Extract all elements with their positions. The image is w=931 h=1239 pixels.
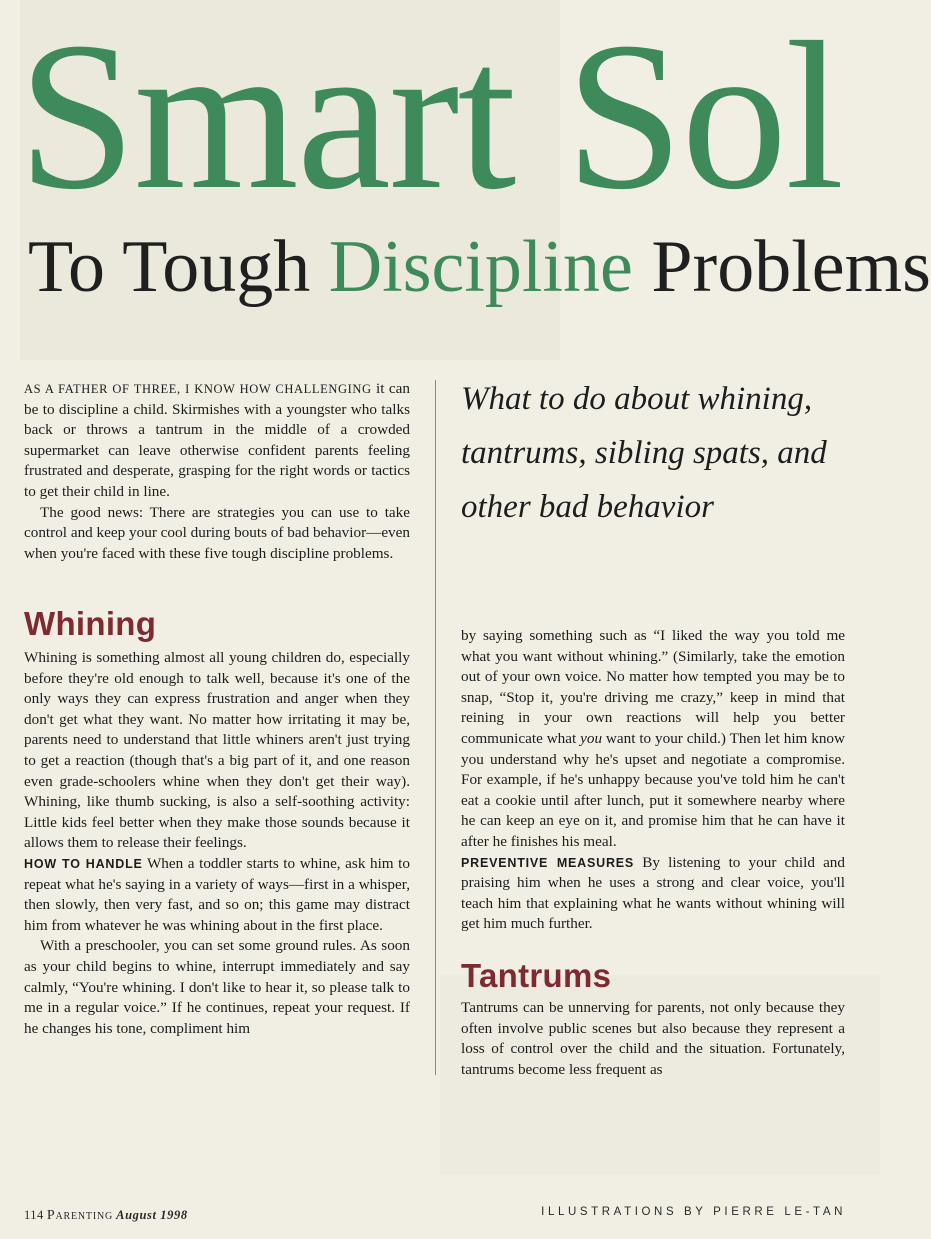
intro-paragraph-1 <box>24 379 410 503</box>
section-heading-whining: Whining <box>24 605 157 642</box>
how-to-handle-label: HOW TO HANDLE <box>24 856 143 871</box>
magazine-name: Parenting <box>46 1208 114 1223</box>
emphasis-you: you <box>580 729 603 747</box>
how-to-handle-paragraph <box>24 854 410 936</box>
preventive-measures-paragraph <box>461 853 845 935</box>
preventive-measures-label: PREVENTIVE MEASURES <box>461 855 635 870</box>
article-deck: What to do about whining, tantrums, sibling spats, and other bad behavior <box>461 381 827 525</box>
page-number: 114 <box>24 1208 44 1222</box>
headline-sub <box>28 226 931 308</box>
whining-paragraph-1: Whining is something almost all young children do, especially before they're old enough to talk well, because it's one of the only ways they can express frustration and anger when they don't get what they want. No matter how irritating it may be, parents need to understand that little whiners aren't just trying to get a reaction (though that's a big part of it, and one reason even grade-schoolers whine when they don't get their way). Whining, like thumb sucking, is also a self-soothing activity: Little kids feel better when they make those sounds because it allows them to release their feelings. <box>24 649 410 852</box>
intro-paragraph-2: The good news: There are strategies you can use to take control and keep your cool during bouts of bad behavior—even when you're faced with these five tough discipline problems. <box>24 503 410 562</box>
right-column <box>461 626 845 935</box>
whining-continued-text-b: want to your child.) Then let him know you understand why he's upset and negotiate a compromise. For example, if he's unhappy because you've told him he can't eat a cookie until after lunch, put it somewhere nearby where he can keep an eye on it, and promise him that he can have it after he finishes his meal. <box>461 729 845 850</box>
intro-lead-caps: AS A FATHER OF THREE, I KNOW HOW CHALLENGING <box>24 382 372 396</box>
whining-continued <box>461 626 845 853</box>
tantrums-paragraph-1: Tantrums can be unnerving for parents, not only because they often involve public scenes but also because they represent a loss of control over the child and the situation. Fortunately, tantrums become less frequent as <box>461 999 845 1078</box>
how-to-handle-text: When a toddler starts to whine, ask him to repeat what he's saying in a variety of ways—first in a whisper, then slowly, then very fast, and so on; this game may distract him from whatever he was whining about in the first place. <box>24 854 410 934</box>
whining-body <box>24 648 410 1039</box>
preventive-measures-text: By listening to your child and praising him when he uses a strong and clear voice, you'll teach him that explaining what he wants without whining will get him much further. <box>461 853 845 933</box>
illustration-credit: ILLUSTRATIONS BY PIERRE LE-TAN <box>541 1206 846 1218</box>
intro-paragraph-1-text: it can be to discipline a child. Skirmishes with a youngster who talks back or throws a tantrum in the middle of a crowded supermarket can leave otherwise confident parents feeling frustrated and desperate, grasping for the right words or tactics to get their child in line. <box>24 380 410 500</box>
headline-sub-part-1: To Tough <box>28 226 311 308</box>
left-column <box>24 379 410 564</box>
whining-continued-text-a: by saying something such as “I liked the way you told me what you want without whining.” (Similarly, take the emotion out of your own voice. No matter how tempted you may be to snap, “Stop it, you're driving me crazy,” keep in mind that reining in your own reactions will help you better communicate what <box>461 627 845 747</box>
tantrums-body <box>461 998 845 1080</box>
headline-sub-green: Discipline <box>328 226 633 308</box>
column-divider <box>435 380 436 1075</box>
headline-main: Smart Sol <box>18 0 843 233</box>
issue-date: August 1998 <box>116 1208 188 1222</box>
section-heading-tantrums: Tantrums <box>461 957 612 994</box>
headline-sub-part-2: Problems <box>651 226 931 308</box>
page-folio <box>24 1208 188 1224</box>
whining-paragraph-3: With a preschooler, you can set some ground rules. As soon as your child begins to whine, interrupt immediately and say calmly, “You're whining. I don't like to hear it, so please talk to me in a regular voice.” If he continues, repeat your request. If he changes his tone, compliment him <box>24 937 410 1037</box>
